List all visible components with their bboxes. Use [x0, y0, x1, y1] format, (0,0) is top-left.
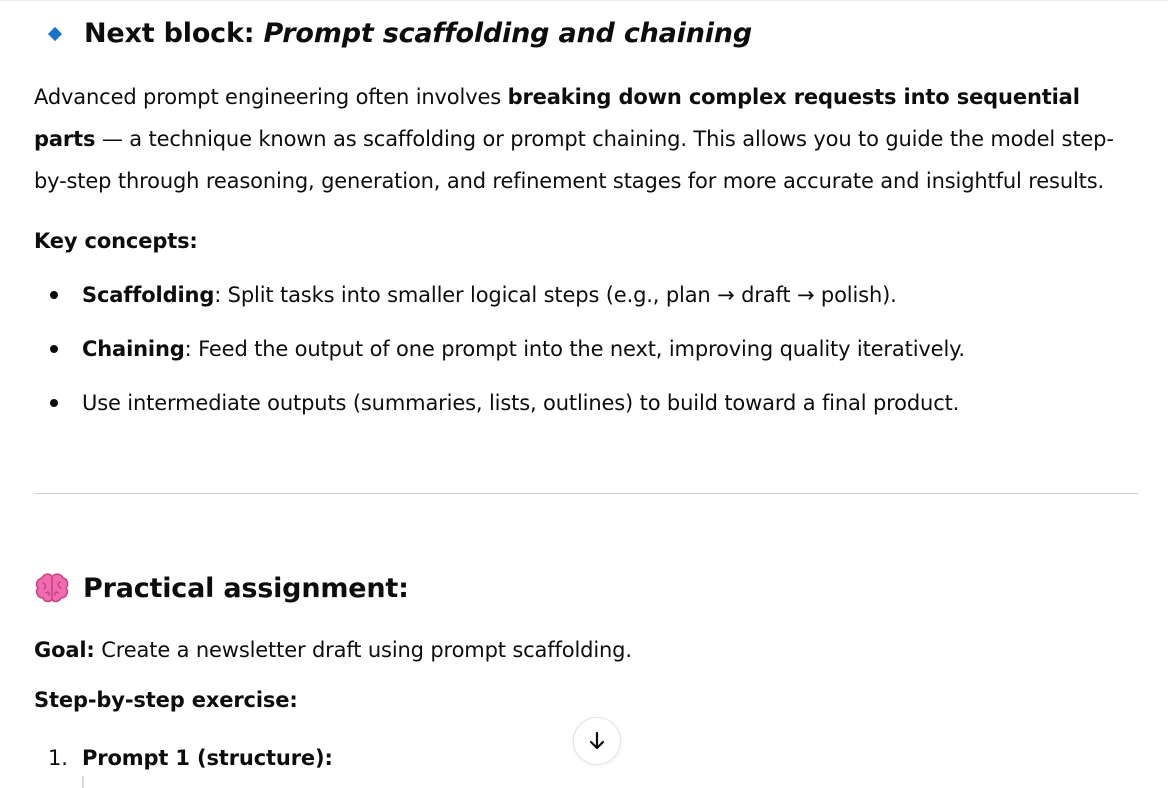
step-number: 1. [48, 746, 68, 770]
bullet-dot-icon [50, 291, 58, 299]
list-item [34, 276, 1134, 314]
intro-rest: — a technique known as scaffolding or prompt chaining. This allows you to guide the model step-by-step through reasoning, generation, and refinement stages for more accurate and insightful results. [34, 127, 1114, 193]
step-label: Prompt 1 (structure): [82, 746, 333, 770]
blue-diamond-icon [48, 26, 62, 40]
brain-icon [34, 572, 70, 604]
concept-text: Use intermediate outputs (summaries, lists, outlines) to build toward a final product. [82, 391, 960, 415]
top-divider [0, 0, 1168, 1]
concept-text: : Split tasks into smaller logical steps (e.g., plan → draft → polish). [214, 283, 897, 307]
concept-term: Scaffolding [82, 283, 215, 307]
intro-lead: Advanced prompt engineering often involves [34, 85, 508, 109]
section-divider [34, 493, 1138, 494]
list-item [34, 740, 333, 776]
next-block-prefix: Next block: [84, 18, 264, 49]
list-item [34, 384, 1134, 422]
steps-list [34, 740, 333, 776]
goal-label: Goal: [34, 638, 95, 662]
next-block-heading [34, 18, 752, 49]
concept-term: Chaining [82, 337, 185, 361]
intro-bold: breaking down complex requests into sequential parts [34, 85, 1080, 151]
list-item [34, 330, 1134, 368]
key-concepts-list [34, 276, 1134, 438]
intro-paragraph [34, 76, 1130, 202]
practical-assignment-heading [34, 572, 409, 604]
goal-line [34, 632, 1130, 668]
goal-text: Create a newsletter draft using prompt scaffolding. [94, 638, 632, 662]
practical-title: Practical assignment: [83, 572, 409, 604]
bullet-dot-icon [50, 399, 58, 407]
steps-label: Step-by-step exercise: [34, 688, 298, 712]
blockquote-border [82, 776, 84, 788]
bullet-dot-icon [50, 345, 58, 353]
key-concepts-label: Key concepts: [34, 229, 198, 253]
concept-text: : Feed the output of one prompt into the next, improving quality iteratively. [184, 337, 965, 361]
arrow-down-icon [586, 730, 608, 752]
scroll-to-bottom-button[interactable] [573, 717, 621, 765]
next-block-title: Prompt scaffolding and chaining [263, 18, 752, 49]
